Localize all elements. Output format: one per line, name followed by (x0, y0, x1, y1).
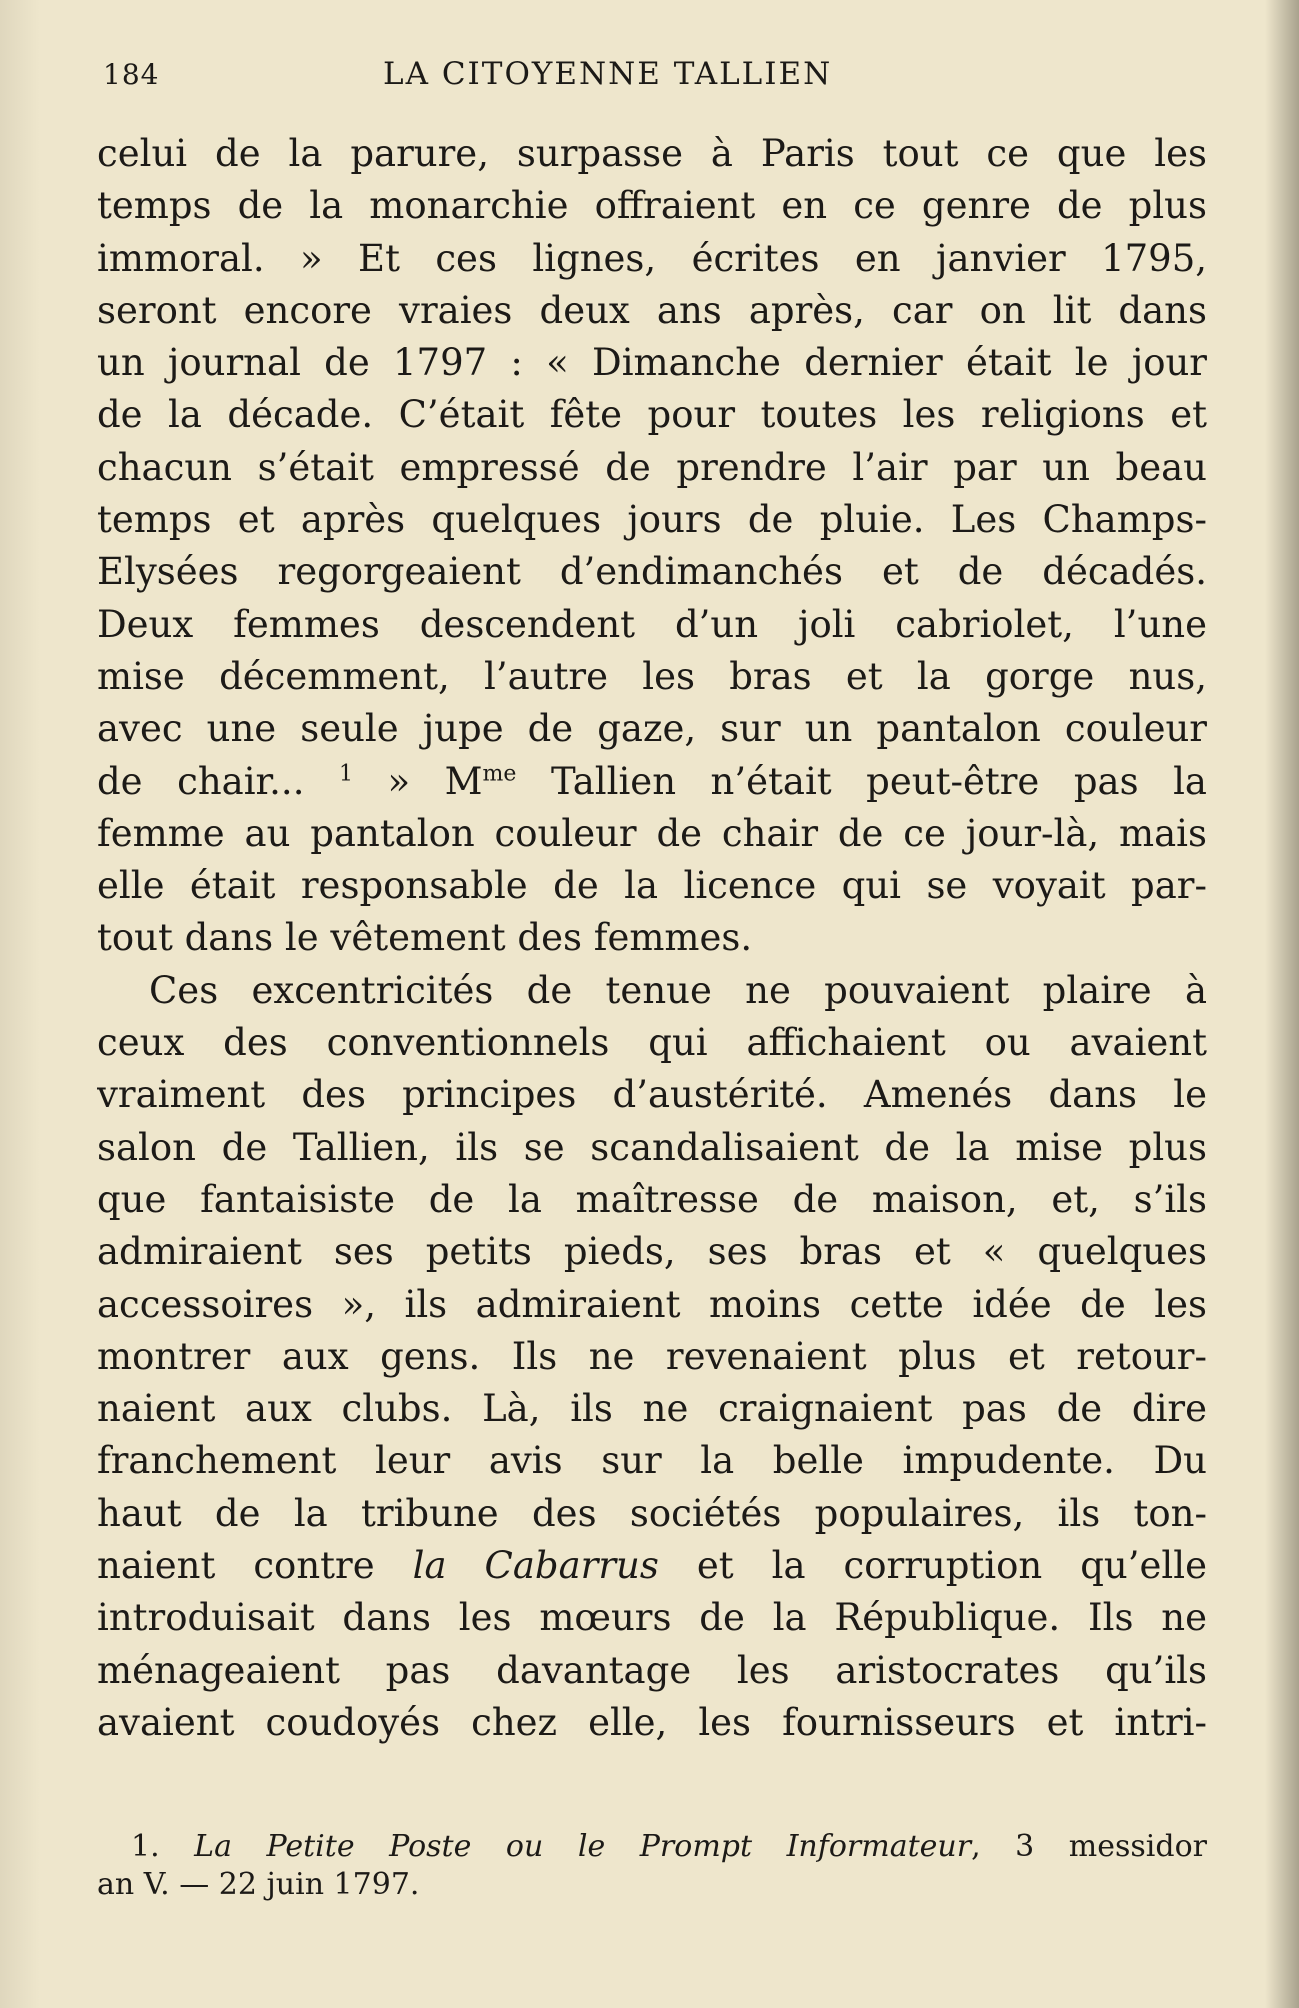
page-number: 184 (103, 58, 160, 91)
text-line: haut de la tribune des sociétés populaires, ils ton- (97, 1491, 1207, 1535)
text-segment: » M (352, 759, 483, 803)
text-line: salon de Tallien, ils se scandalisaient de la mise plus (97, 1125, 1207, 1169)
body-text (97, 128, 1207, 1749)
footnote-number: 1. (131, 1829, 195, 1864)
text-line: chacun s’était empressé de prendre l’air par un beau (97, 445, 1207, 489)
text-line: de la décade. C’était fête pour toutes les religions et (97, 393, 1207, 437)
text-segment: et la corruption qu’elle (658, 1544, 1207, 1588)
text-segment: naient contre (97, 1544, 413, 1588)
footnote-line: an V. — 22 juin 1797. (97, 1867, 420, 1902)
abbreviation-superscript: me (482, 761, 517, 787)
text-line: un journal de 1797 : « Dimanche dernier était le jour (97, 341, 1207, 385)
text-line: immoral. » Et ces lignes, écrites en janvier 1795, (97, 236, 1207, 280)
text-line: celui de la parure, surpasse à Paris tout ce que les (97, 132, 1207, 175)
text-line: temps de la monarchie offraient en ce genre de plus (97, 184, 1207, 228)
text-line: introduisait dans les mœurs de la République. Ils ne (97, 1596, 1207, 1640)
text-line: Deux femmes descendent d’un joli cabriolet, l’une (97, 602, 1207, 646)
running-title: LA CITOYENNE TALLIEN (383, 56, 833, 92)
footnote-reference: 1 (338, 761, 353, 787)
text-segment: Tallien n’était peut-être pas la (516, 759, 1207, 803)
text-line: tout dans le vêtement des femmes. (97, 916, 753, 960)
footnote-line (97, 1828, 1207, 1866)
footnote (97, 1828, 1207, 1904)
text-segment: de chair... (97, 759, 339, 803)
text-line: vraiment des principes d’austérité. Amenés dans le (97, 1073, 1207, 1117)
text-line-italic (97, 1540, 1207, 1592)
text-line: Elysées regorgeaient d’endimanchés et de décadés. (97, 550, 1207, 594)
text-line-footnote-ref (97, 756, 1207, 808)
text-line: mise décemment, l’autre les bras et la gorge nus, (97, 654, 1207, 698)
footnote-source-title: La Petite Poste ou le Prompt Informateur (194, 1829, 972, 1864)
text-line: avec une seule jupe de gaze, sur un pantalon couleur (97, 707, 1207, 751)
text-line: avaient coudoyés chez elle, les fournisseurs et intri- (97, 1700, 1207, 1744)
text-line: que fantaisiste de la maîtresse de maison, et, s’ils (97, 1177, 1207, 1221)
footnote-text: , 3 messidor (971, 1829, 1207, 1864)
text-line: naient aux clubs. Là, ils ne craignaient pas de dire (97, 1387, 1207, 1431)
text-line: montrer aux gens. Ils ne revenaient plus et retour- (97, 1334, 1207, 1378)
text-line: femme au pantalon couleur de chair de ce jour-là, mais (97, 811, 1207, 855)
text-line: temps et après quelques jours de pluie. Les Champs- (97, 498, 1207, 542)
text-line: elle était responsable de la licence qui se voyait par- (97, 864, 1207, 908)
text-line: accessoires », ils admiraient moins cette idée de les (97, 1282, 1207, 1326)
running-head (103, 52, 1203, 100)
text-line: ménageaient pas davantage les aristocrates qu’ils (97, 1648, 1207, 1692)
text-line: seront encore vraies deux ans après, car on lit dans (97, 288, 1207, 332)
text-line: Ces excentricités de tenue ne pouvaient plaire à (149, 968, 1207, 1012)
italic-name: la Cabarrus (412, 1544, 659, 1588)
text-line: ceux des conventionnels qui affichaient ou avaient (97, 1021, 1207, 1065)
text-line: admiraient ses petits pieds, ses bras et « quelques (97, 1230, 1207, 1274)
text-line: franchement leur avis sur la belle impudente. Du (97, 1439, 1207, 1483)
